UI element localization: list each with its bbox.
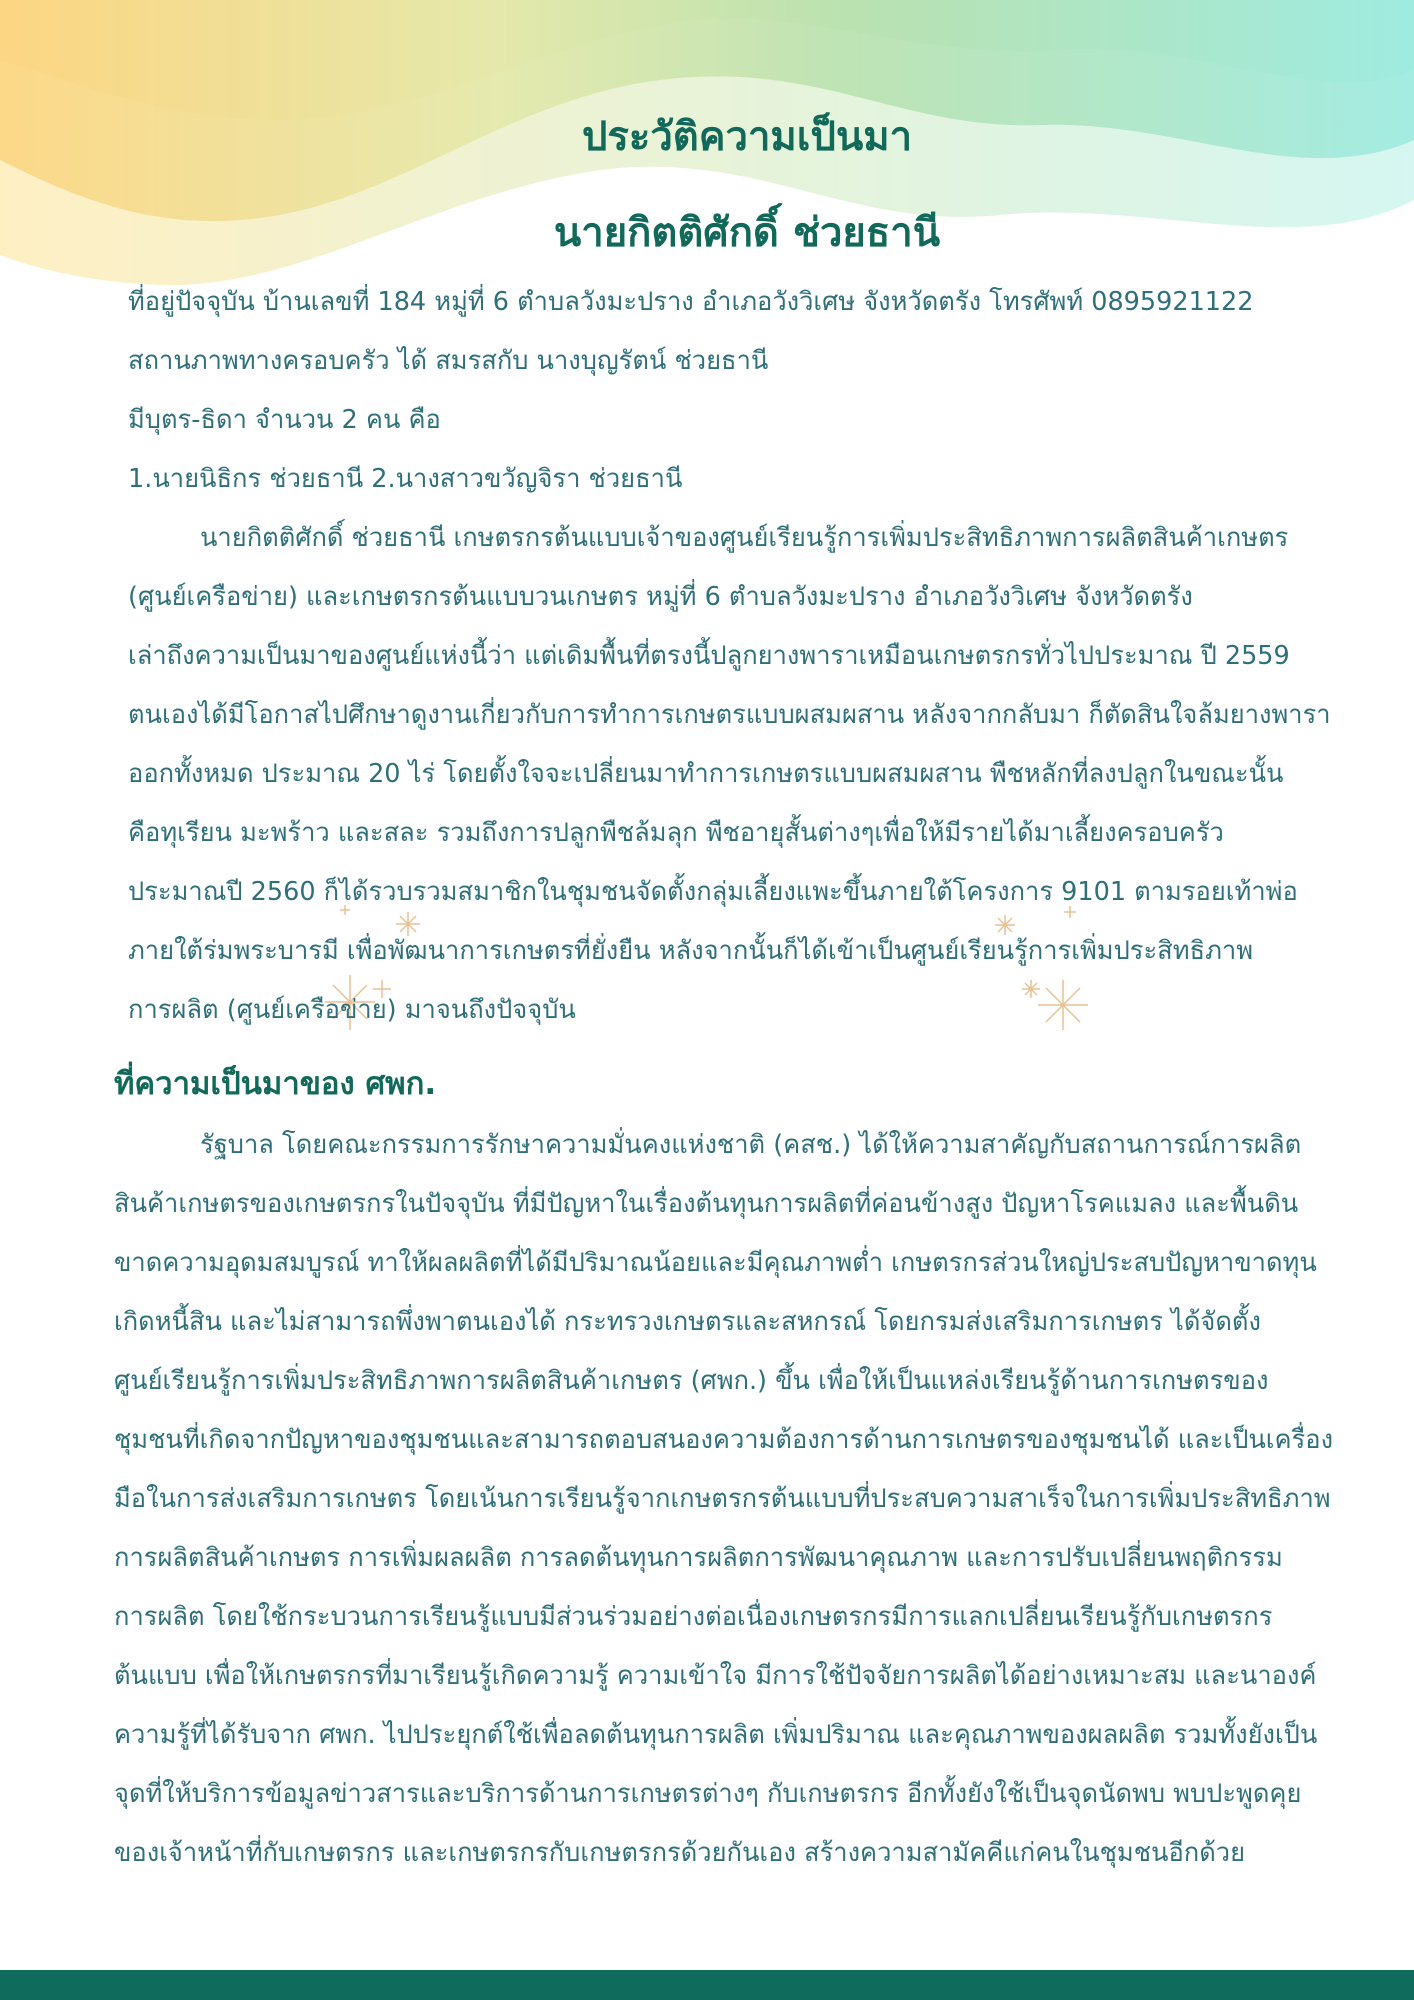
page-title: ประวัติความเป็นมา	[581, 114, 913, 160]
bio-line: การผลิต (ศูนย์เครือข่าย) มาจนถึงปัจจุบัน	[128, 995, 576, 1025]
section-line: เกิดหนี้สิน และไม่สามารถพึ่งพาตนเองได้ กระทรวงเกษตรและสหกรณ์ โดยกรมส่งเสริมการเกษตร ได้จัดตั้ง	[114, 1307, 1261, 1337]
bio-line: นายกิตติศักดิ์ ช่วยธานี เกษตรกรต้นแบบเจ้าของศูนย์เรียนรู้การเพิ่มประสิทธิภาพการผลิตสินค้าเกษตร	[200, 523, 1289, 553]
section-line: รัฐบาล โดยคณะกรรมการรักษาความมั่นคงแห่งชาติ (คสช.) ได้ให้ความสาคัญกับสถานการณ์การผลิต	[200, 1130, 1302, 1160]
bio-line: คือทุเรียน มะพร้าว และสละ รวมถึงการปลูกพืชล้มลุก พืชอายุสั้นต่างๆเพื่อให้มีรายได้มาเลี้ยงครอบครัว	[128, 818, 1224, 848]
section-line: ของเจ้าหน้าที่กับเกษตรกร และเกษตรกรกับเกษตรกรด้วยกันเอง สร้างความสามัคคีแก่คนในชุมชนอีกด้วย	[114, 1838, 1246, 1868]
section-line: มือในการส่งเสริมการเกษตร โดยเน้นการเรียนรู้จากเกษตรกรต้นแบบที่ประสบความสาเร็จในการเพิ่มประสิทธิภาพ	[114, 1484, 1331, 1514]
section-line: สินค้าเกษตรของเกษตรกรในปัจจุบัน ที่มีปัญหาในเรื่องต้นทุนการผลิตที่ค่อนข้างสูง ปัญหาโรคแมลง และพื้นดิน	[114, 1189, 1299, 1219]
bio-line: (ศูนย์เครือข่าย) และเกษตรกรต้นแบบวนเกษตร หมู่ที่ 6 ตำบลวังมะปราง อำเภอวังวิเศษ จังหวัดตรัง	[128, 582, 1193, 612]
address-line: ที่อยู่ปัจจุบัน บ้านเลขที่ 184 หมู่ที่ 6 ตำบลวังมะปราง อำเภอวังวิเศษ จังหวัดตรัง โทรศัพท์ 0895921122	[128, 287, 1254, 317]
section-heading: ที่ความเป็นมาของ ศพก.	[114, 1066, 437, 1102]
section-line: ชุมชนที่เกิดจากปัญหาของชุมชนและสามารถตอบสนองความต้องการด้านการเกษตรของชุมชนได้ และเป็นเครื่อง	[114, 1425, 1334, 1455]
sparkle-icon	[396, 912, 420, 936]
section-line: ศูนย์เรียนรู้การเพิ่มประสิทธิภาพการผลิตสินค้าเกษตร (ศพก.) ขึ้น เพื่อให้เป็นแหล่งเรียนรู้ด้านการเกษตรของ	[114, 1366, 1269, 1396]
section-line: ขาดความอุดมสมบูรณ์ ทาให้ผลผลิตที่ได้มีปริมาณน้อยและมีคุณภาพต่ำ เกษตรกรส่วนใหญ่ประสบปัญหาขาดทุน	[114, 1248, 1317, 1278]
children-names-line: 1.นายนิธิกร ช่วยธานี 2.นางสาวขวัญจิรา ช่วยธานี	[128, 464, 683, 494]
sparkle-icon	[1022, 980, 1040, 998]
footer-bar	[0, 1970, 1414, 2000]
family-status-line: สถานภาพทางครอบครัว ได้ สมรสกับ นางบุญรัตน์ ช่วยธานี	[128, 346, 769, 376]
section-line: ความรู้ที่ได้รับจาก ศพก. ไปประยุกต์ใช้เพื่อลดต้นทุนการผลิต เพิ่มปริมาณ และคุณภาพของผลผลิต รวมทั้งยังเป็น	[114, 1720, 1318, 1750]
section-line: จุดที่ให้บริการข้อมูลข่าวสารและบริการด้านการเกษตรต่างๆ กับเกษตรกร อีกทั้งยังใช้เป็นจุดนัดพบ พบปะพูดคุย	[114, 1779, 1302, 1809]
section-line: การผลิต โดยใช้กระบวนการเรียนรู้แบบมีส่วนร่วมอย่างต่อเนื่องเกษตรกรมีการแลกเปลี่ยนเรียนรู้กับเกษตรกร	[114, 1602, 1273, 1632]
section-line: ต้นแบบ เพื่อให้เกษตรกรที่มาเรียนรู้เกิดความรู้ ความเข้าใจ มีการใช้ปัจจัยการผลิตได้อย่างเหมาะสม และนาองค์	[114, 1661, 1317, 1691]
bio-line: ตนเองได้มีโอกาสไปศึกษาดูงานเกี่ยวกับการทำการเกษตรแบบผสมผสาน หลังจากกลับมา ก็ตัดสินใจล้มยางพารา	[128, 700, 1331, 730]
bio-line: ประมาณปี 2560 ก็ได้รวบรวมสมาชิกในชุมชนจัดตั้งกลุ่มเลี้ยงแพะขึ้นภายใต้โครงการ 9101 ตามรอยเท้าพ่อ	[128, 877, 1298, 907]
children-count-line: มีบุตร-ธิดา จำนวน 2 คน คือ	[128, 405, 441, 435]
sparkle-icon	[995, 915, 1015, 935]
bio-line: ออกทั้งหมด ประมาณ 20 ไร่ โดยตั้งใจจะเปลี่ยนมาทำการเกษตรแบบผสมผสาน พืชหลักที่ลงปลูกในขณะนั้น	[128, 759, 1284, 789]
bio-line: ภายใต้ร่มพระบารมี เพื่อพัฒนาการเกษตรที่ยั่งยืน หลังจากนั้นก็ได้เข้าเป็นศูนย์เรียนรู้การเพิ่มประสิทธิภาพ	[128, 936, 1254, 966]
bio-line: เล่าถึงความเป็นมาของศูนย์แห่งนี้ว่า แต่เดิมพื้นที่ตรงนี้ปลูกยางพาราเหมือนเกษตรกรทั่วไปประมาณ ปี 2559	[128, 641, 1290, 671]
person-name: นายกิตติศักดิ์ ช่วยธานี	[553, 210, 941, 256]
section-line: การผลิตสินค้าเกษตร การเพิ่มผลผลิต การลดต้นทุนการผลิตการพัฒนาคุณภาพ และการปรับเปลี่ยนพฤติกรรม	[114, 1543, 1283, 1573]
sparkle-icon	[1038, 980, 1088, 1030]
